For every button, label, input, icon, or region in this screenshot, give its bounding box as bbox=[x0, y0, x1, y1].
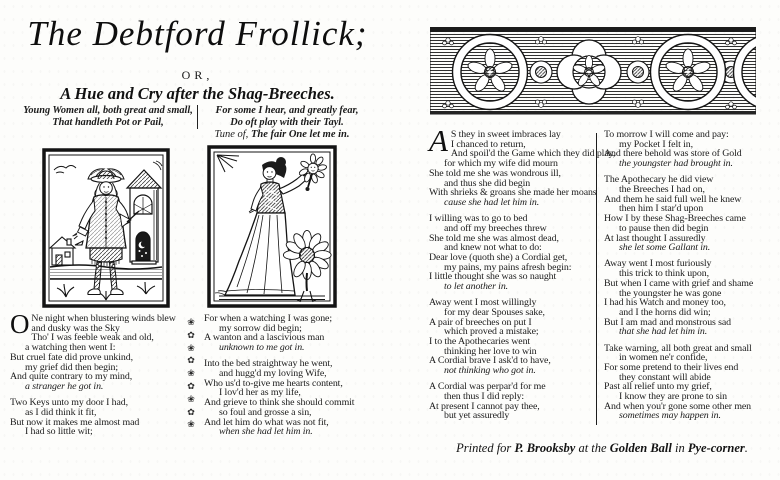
verse-line: not thinking who got in. bbox=[444, 365, 536, 377]
text-segment: P. Brooksby bbox=[514, 441, 576, 455]
verse-line: my grief did then begin; bbox=[25, 361, 119, 373]
verse-line: my Pocket I felt in, bbox=[619, 138, 693, 150]
verse-line: And spoil'd the Game which they did play, bbox=[450, 148, 616, 160]
verse-line: I chanced to return, bbox=[450, 138, 526, 150]
verse-line: I little thought she was so naught bbox=[429, 271, 557, 283]
verse-line: I to the Apothecaries went bbox=[429, 336, 531, 348]
verse-line: But when I came with grief and shame bbox=[604, 277, 754, 289]
verse-line: when she had let him in. bbox=[219, 426, 313, 438]
text-segment: The fair One let me in. bbox=[250, 129, 350, 140]
verse-line: then him I star'd upon bbox=[619, 203, 704, 215]
epigraph-divider bbox=[197, 105, 198, 129]
verse-line: and dusky was the Sky bbox=[31, 322, 120, 334]
verse-line: Into the bed straightway he went, bbox=[204, 358, 333, 370]
verse-line: ❀ bbox=[187, 394, 195, 405]
verse-line: which proved a mistake; bbox=[444, 326, 539, 338]
verse-line: in women ne'r confide, bbox=[619, 352, 708, 364]
verse-line: To morrow I will come and pay: bbox=[604, 129, 729, 140]
verse-line: A Cordial was perpar'd for me bbox=[429, 381, 546, 393]
verse-line: She told me she was wondrous ill, bbox=[429, 167, 561, 179]
verse-line: But now it makes me almost mad bbox=[10, 416, 140, 428]
verse-line: Take warning, all both great and small bbox=[604, 342, 752, 354]
verse-line: ✿ bbox=[187, 381, 195, 392]
verse-line: but yet assuredly bbox=[444, 410, 510, 422]
verse-line: A wanton and a lascivious man bbox=[204, 332, 325, 344]
verse-line: How I by these Shag-Breeches came bbox=[604, 213, 746, 225]
verse-line: then thus I did reply: bbox=[444, 391, 525, 403]
verse-line: ✿ bbox=[187, 330, 195, 341]
verse-line: For some pretend to their lives end bbox=[604, 361, 739, 373]
verse-line: Tho' I was feeble weak and old, bbox=[31, 332, 154, 344]
verse-line: And them he said full well he knew bbox=[604, 193, 742, 205]
verse-line: sometimes may happen in. bbox=[619, 410, 721, 422]
verse-line: so foul and grosse a sin, bbox=[219, 406, 312, 418]
verse-line: she let some Gallant in. bbox=[619, 242, 711, 254]
verse-column-4 bbox=[604, 130, 776, 421]
ballad-subtitle: A Hue and Cry after the Shag-Breeches. bbox=[60, 84, 335, 103]
fleuron-divider-icon bbox=[183, 317, 199, 432]
verse-line: For when a watching I was gone; bbox=[204, 313, 332, 324]
verse-column-2 bbox=[204, 314, 390, 437]
verse-line: ✿ bbox=[187, 356, 195, 367]
verse-line: Do oft play with their Tayl. bbox=[230, 116, 344, 128]
ornamental-band-icon bbox=[430, 27, 756, 118]
verse-line: At last thought I assuredly bbox=[604, 232, 706, 244]
ballad-title: The Debtford Frollick; bbox=[27, 14, 368, 53]
verse-line: And let him do what was not fit, bbox=[204, 416, 329, 428]
verse-line: for which my wife did mourn bbox=[444, 158, 558, 170]
verse-line: a watching then went I: bbox=[25, 342, 116, 354]
verse-line: and I the horns did win; bbox=[619, 306, 711, 318]
or-separator: OR, bbox=[181, 68, 214, 82]
verse-line: Away went I most willingly bbox=[429, 297, 537, 309]
verse-line: and off my breeches threw bbox=[444, 222, 547, 234]
verse-line: my sorrow did begin; bbox=[219, 322, 302, 334]
verse-line: as I did think it fit, bbox=[25, 406, 97, 418]
verse-line: I lov'd her as my life, bbox=[219, 387, 301, 399]
verse-line: Away went I most furiously bbox=[604, 258, 712, 270]
verse-line: a stranger he got in. bbox=[25, 380, 104, 392]
verse-line: A pair of breeches on put I bbox=[429, 316, 532, 328]
verse-line: Young Women all, both great and small, bbox=[23, 105, 193, 116]
verse-line: my pains, my pains afresh begin: bbox=[444, 261, 572, 273]
verse-line: they constant will abide bbox=[619, 371, 711, 383]
drop-cap: O bbox=[10, 309, 30, 339]
woodcut-man-icon bbox=[42, 148, 170, 308]
verse-line: and hugg'd my loving Wife, bbox=[219, 368, 327, 380]
verse-line: Two Keys unto my door I had, bbox=[10, 397, 129, 409]
verse-line: The Apothecary he did view bbox=[604, 174, 714, 186]
verse-line: ❀ bbox=[187, 343, 195, 354]
verse-line: ❀ bbox=[187, 369, 195, 380]
verse-line: ✿ bbox=[187, 407, 195, 418]
verse-line: and thus she did begin bbox=[444, 177, 531, 189]
verse-line: And grieve to think she should commit bbox=[204, 397, 355, 409]
woodcut-woman-icon bbox=[207, 145, 337, 308]
verse-line: thinking her love to win bbox=[444, 345, 537, 357]
drop-cap: A bbox=[429, 123, 448, 158]
verse-line: And quite contrary to my mind, bbox=[10, 371, 133, 383]
verse-line: At present I cannot pay thee, bbox=[429, 400, 540, 412]
epigraph-right bbox=[199, 105, 375, 129]
text-segment: Tune of, bbox=[214, 129, 251, 140]
verse-line: ❀ bbox=[187, 420, 195, 431]
verse-line: S they in sweet imbraces lay bbox=[450, 129, 561, 140]
text-segment: . bbox=[744, 441, 748, 455]
verse-line: the youngster had brought in. bbox=[619, 158, 733, 170]
verse-line: this trick to think upon, bbox=[619, 268, 709, 280]
text-segment: at the bbox=[575, 441, 610, 455]
verse-line: I had his Watch and money too, bbox=[604, 297, 726, 309]
verse-line: Dear love (quoth she) a Cordial get, bbox=[429, 251, 568, 263]
verse-line: I know they are prone to sin bbox=[619, 391, 727, 403]
verse-line: But I am mad and monstrous sad bbox=[604, 316, 732, 328]
text-segment: in bbox=[671, 441, 688, 455]
verse-line: Past all relief unto my grief, bbox=[604, 381, 712, 393]
verse-line: and knew not what to do: bbox=[444, 242, 542, 254]
text-segment: Golden Ball bbox=[609, 441, 672, 455]
verse-line: Who us'd to-give me hearts content, bbox=[204, 377, 343, 389]
column-rule bbox=[596, 133, 597, 425]
verse-line: for my dear Spouses sake, bbox=[444, 306, 545, 318]
verse-line: the youngster he was gone bbox=[619, 287, 722, 299]
verse-column-1 bbox=[10, 309, 184, 438]
verse-line: With shrieks & groans she made her moans bbox=[429, 187, 597, 199]
verse-line: to pause then did begin bbox=[619, 222, 709, 234]
epigraph bbox=[20, 105, 375, 129]
verse-line: For some I hear, and greatly fear, bbox=[215, 105, 359, 116]
verse-line: And when you'r gone some other men bbox=[604, 400, 752, 412]
verse-line: Ne night when blustering winds blew bbox=[31, 313, 176, 324]
verse-line: I had so little wit; bbox=[25, 426, 93, 438]
imprint-line bbox=[428, 441, 776, 456]
verse-line: She told me she was almost dead, bbox=[429, 232, 559, 244]
verse-line: ❀ bbox=[187, 318, 195, 328]
text-segment: Pye-corner bbox=[687, 441, 745, 455]
verse-line: And there behold was store of Gold bbox=[604, 148, 742, 160]
verse-line: unknown to me got in. bbox=[219, 342, 305, 354]
epigraph-left bbox=[20, 105, 196, 129]
verse-line: I willing was to go to bed bbox=[429, 213, 528, 225]
text-segment: Printed for bbox=[456, 441, 515, 455]
verse-line: that she had let him in. bbox=[619, 326, 708, 338]
tune-line bbox=[199, 129, 365, 140]
verse-line: A Cordial brave I ask'd to have, bbox=[429, 355, 551, 367]
verse-column-3 bbox=[429, 123, 616, 422]
verse-line: to let another in. bbox=[444, 281, 509, 293]
verse-line: cause she had let him in. bbox=[444, 196, 540, 208]
verse-line: the Breeches I had on, bbox=[619, 184, 705, 196]
verse-line: That handleth Pot or Pail, bbox=[52, 116, 164, 128]
verse-line: But cruel fate did prove unkind, bbox=[10, 351, 133, 363]
